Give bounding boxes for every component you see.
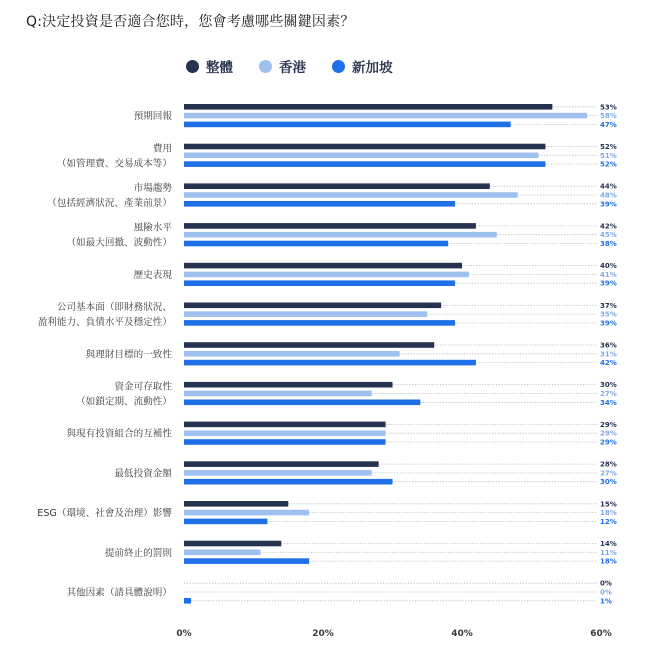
category-label: 其他因素（請具體說明） xyxy=(66,587,172,599)
value-label: 29% xyxy=(600,420,617,429)
bar xyxy=(184,479,393,485)
category-label: 公司基本面（即財務狀況、 xyxy=(56,302,172,314)
value-label: 30% xyxy=(600,381,617,390)
category-label: （如最大回撤、波動性） xyxy=(66,237,172,249)
value-label: 36% xyxy=(600,341,617,350)
category-label: 與現有投資組合的互補性 xyxy=(66,428,172,440)
value-label: 51% xyxy=(600,151,617,160)
value-label: 18% xyxy=(600,557,617,566)
bar xyxy=(184,342,434,348)
bar xyxy=(184,241,448,247)
bar xyxy=(184,400,420,406)
category-label: （如管理費、交易成本等） xyxy=(56,158,172,170)
bar xyxy=(184,113,587,119)
bar xyxy=(184,558,309,564)
value-label: 31% xyxy=(600,350,617,359)
value-label: 12% xyxy=(600,517,617,526)
value-label: 40% xyxy=(600,262,617,271)
bar xyxy=(184,280,455,286)
bar xyxy=(184,422,386,428)
x-tick-label: 60% xyxy=(590,629,612,639)
category-label: 歷史表現 xyxy=(133,269,172,281)
value-label: 39% xyxy=(600,279,617,288)
bar xyxy=(184,519,267,525)
value-label: 48% xyxy=(600,191,617,200)
value-label: 39% xyxy=(600,319,617,328)
category-label: 預期回報 xyxy=(133,111,172,123)
value-label: 15% xyxy=(600,500,617,509)
bar xyxy=(184,122,511,128)
bar xyxy=(184,391,372,397)
value-label: 42% xyxy=(600,359,617,368)
bar xyxy=(184,439,386,445)
bar xyxy=(184,541,281,547)
value-label: 39% xyxy=(600,200,617,209)
value-label: 29% xyxy=(600,438,617,447)
value-label: 14% xyxy=(600,540,617,548)
value-label: 28% xyxy=(600,460,617,469)
bar xyxy=(184,598,191,604)
bar xyxy=(184,104,552,110)
bar xyxy=(184,360,476,366)
value-label: 38% xyxy=(600,240,617,248)
bar xyxy=(184,232,497,238)
value-label: 37% xyxy=(600,301,617,310)
category-label: 風險水平 xyxy=(133,222,172,234)
value-label: 29% xyxy=(600,429,617,438)
bar xyxy=(184,351,399,357)
question-title: Q:決定投資是否適合您時，您會考慮哪些關鍵因素？ xyxy=(26,14,355,30)
value-label: 27% xyxy=(600,469,617,478)
bar xyxy=(184,263,462,269)
value-label: 53% xyxy=(600,103,617,112)
legend-label-overall: 整體 xyxy=(206,60,233,76)
category-label: 費用 xyxy=(152,143,172,155)
value-label: 30% xyxy=(600,478,617,487)
value-label: 44% xyxy=(600,182,617,191)
bar xyxy=(184,382,393,388)
category-label: 最低投資金額 xyxy=(114,468,172,480)
bar xyxy=(184,223,476,229)
value-label: 47% xyxy=(600,120,617,129)
bar xyxy=(184,161,545,167)
value-label: 45% xyxy=(600,231,617,240)
bar xyxy=(184,510,309,516)
bar xyxy=(184,272,469,278)
legend-label-hongkong: 香港 xyxy=(279,60,306,76)
bar xyxy=(184,183,490,189)
value-label: 58% xyxy=(600,112,617,121)
bar xyxy=(184,461,379,467)
category-label: ESG（環境、社會及治理）影響 xyxy=(37,508,172,520)
category-label: （如鎖定期、流動性） xyxy=(76,396,172,408)
x-tick-label: 0% xyxy=(176,629,192,639)
bar xyxy=(184,144,545,150)
bar xyxy=(184,550,260,556)
x-tick-label: 40% xyxy=(451,629,473,639)
value-label: 42% xyxy=(600,222,617,231)
bar xyxy=(184,192,518,198)
bar xyxy=(184,501,288,507)
category-label: 提前終止的罰則 xyxy=(104,547,172,559)
value-label: 41% xyxy=(600,270,617,279)
value-label: 52% xyxy=(600,160,617,169)
category-label: 與理財目標的一致性 xyxy=(85,349,172,361)
value-label: 27% xyxy=(600,390,617,398)
bar xyxy=(184,470,372,476)
value-label: 35% xyxy=(600,310,617,319)
value-label: 0% xyxy=(600,588,612,597)
bar xyxy=(184,201,455,207)
value-label: 0% xyxy=(600,579,612,588)
value-label: 1% xyxy=(600,597,612,606)
category-label: 市場趨勢 xyxy=(133,183,172,194)
bar xyxy=(184,303,441,309)
value-label: 52% xyxy=(600,143,617,151)
category-label: 盈利能力、負債水平及穩定性） xyxy=(37,317,172,329)
bar xyxy=(184,311,427,317)
category-label: 資金可存取性 xyxy=(114,381,172,393)
bar xyxy=(184,153,538,159)
bar xyxy=(184,430,386,436)
bar xyxy=(184,320,455,326)
category-label: （包括經濟狀況、產業前景） xyxy=(47,198,172,209)
value-label: 34% xyxy=(600,398,617,407)
x-tick-label: 20% xyxy=(312,629,334,639)
legend-label-singapore: 新加坡 xyxy=(352,60,393,76)
value-label: 18% xyxy=(600,509,617,518)
value-label: 11% xyxy=(600,548,617,557)
